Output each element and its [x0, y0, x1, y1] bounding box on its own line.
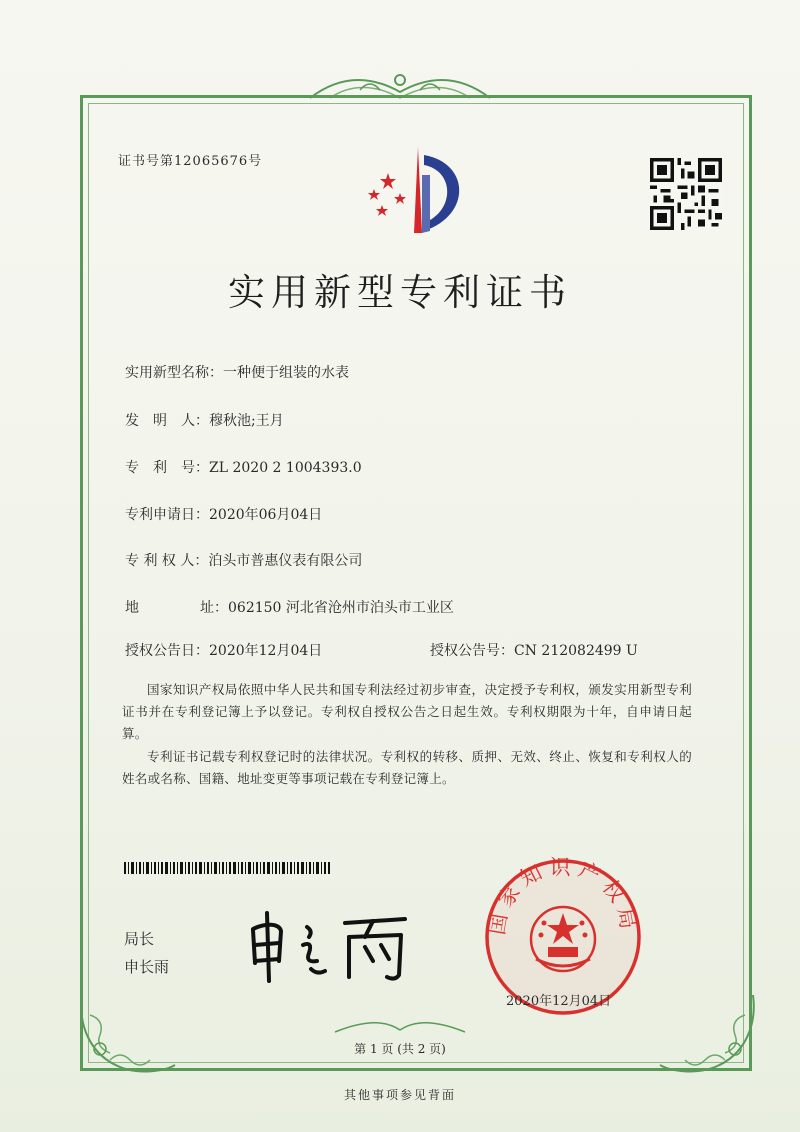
announce-date-label: 授权公告日： [125, 643, 209, 659]
announce-number-label: 授权公告号： [430, 643, 514, 659]
address-value: 062150 河北省沧州市泊头市工业区 [228, 600, 454, 616]
grant-paragraph: 国家知识产权局依照中华人民共和国专利法经过初步审查，决定授予专利权，颁发实用新型专利证书并在专利登记簿上予以登记。专利权自授权公告之日起生效。专利权期限为十年，自申请日起算。 [122, 682, 692, 741]
page-number: 第 1 页 (共 2 页) [354, 1042, 446, 1056]
patent-number-value: ZL 2020 2 1004393.0 [209, 460, 362, 476]
address-row [125, 597, 454, 617]
filing-date-row [125, 504, 322, 524]
utility-model-name-label: 实用新型名称： [125, 365, 223, 381]
seal-arc-text: 国家知识产权局 [484, 855, 642, 937]
inventor-label: 发 明 人： [125, 413, 209, 429]
seal-date: 2020年12月04日 [506, 994, 612, 1009]
director-title: 局长 [124, 930, 155, 948]
announce-date-row [125, 640, 322, 660]
announce-number-value: CN 212082499 U [514, 643, 638, 659]
inventor-row [125, 410, 284, 430]
bottom-center-ornament [330, 1018, 470, 1038]
bottom-left-ornament [70, 985, 180, 1080]
filing-date-value: 2020年06月04日 [209, 507, 323, 523]
filing-date-label: 专利申请日： [125, 507, 209, 523]
certificate-number: 证书号第12065676号 [118, 154, 263, 169]
qr-code-icon [650, 158, 722, 230]
patentee-value: 泊头市普惠仪表有限公司 [208, 553, 363, 569]
cnipa-logo-icon [360, 145, 480, 240]
announce-date-value: 2020年12月04日 [209, 643, 323, 659]
patent-number-label: 专 利 号： [125, 460, 209, 476]
patentee-label: 专 利 权 人： [125, 553, 209, 569]
announce-number-row [430, 640, 638, 660]
patent-number-row [125, 457, 362, 477]
bottom-right-ornament [655, 985, 765, 1080]
barcode-icon [124, 862, 330, 874]
director-name: 申长雨 [124, 958, 170, 976]
utility-model-name-row [125, 362, 349, 382]
inventor-value: 穆秋池;王月 [209, 413, 284, 429]
address-label-end: 址： [200, 600, 228, 616]
director-signature [245, 905, 415, 985]
patentee-row [125, 550, 362, 570]
address-label-start: 地 [125, 600, 139, 616]
utility-model-name-value: 一种便于组装的水表 [223, 365, 349, 381]
certificate-title: 实用新型专利证书 [228, 271, 572, 314]
back-side-note: 其他事项参见背面 [343, 1088, 456, 1102]
legal-status-paragraph: 专利证书记载专利权登记时的法律状况。专利权的转移、质押、无效、终止、恢复和专利权人的姓名或名称、国籍、地址变更等事项记载在专利登记簿上。 [122, 749, 692, 786]
